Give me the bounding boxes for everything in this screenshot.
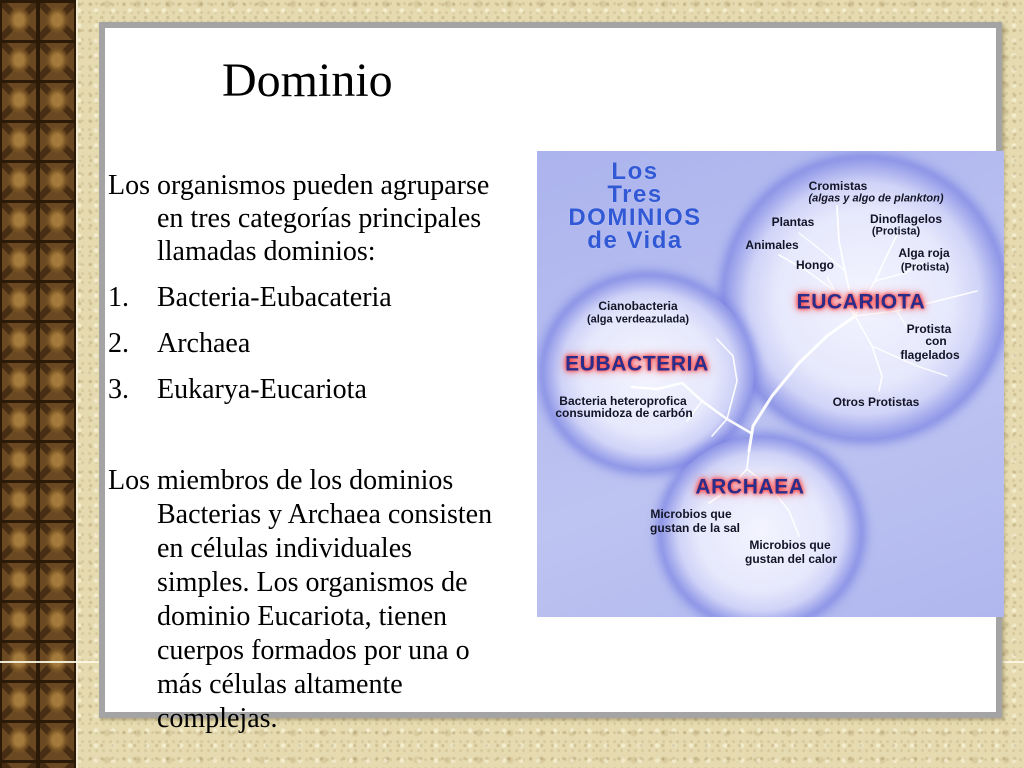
description-line: complejas. xyxy=(157,703,278,734)
trunk-branch-line xyxy=(749,316,855,451)
label-protista-flagelados: flagelados xyxy=(900,348,960,362)
list-number: 1. xyxy=(108,282,129,313)
figure-heading-line: Los xyxy=(611,158,659,185)
eucariota-branch-line xyxy=(855,316,882,391)
description-line: simples. Los organismos de xyxy=(157,567,468,598)
intro-line: Los organismos pueden agruparse xyxy=(108,170,490,201)
label-cromistas: Cromistas xyxy=(808,179,868,193)
domain-name-archaea: ARCHAEA xyxy=(695,475,805,499)
eubacteria-branch-line xyxy=(712,419,727,436)
list-number: 2. xyxy=(108,328,129,359)
label-protista-flagelados: Protista xyxy=(906,322,952,336)
decorative-border-strip xyxy=(0,0,76,768)
label-protista-flagelados: con xyxy=(925,334,947,348)
label-plantas: Plantas xyxy=(771,215,815,229)
list-item xyxy=(108,373,492,406)
description-line: en células individuales xyxy=(157,533,413,564)
label-alga-roja: Alga roja xyxy=(898,246,950,260)
description-line: Los miembros de los dominios xyxy=(108,465,454,496)
description-line: Bacterias y Archaea consisten xyxy=(157,499,493,530)
label-dinoflagelos-note: (Protista) xyxy=(871,225,921,238)
label-microbios-calor: Microbios que xyxy=(749,538,831,552)
border-strip-edge xyxy=(76,0,78,768)
list-item-label: Archaea xyxy=(157,328,251,359)
label-bacteria-heteroprofica: consumidoza de carbón xyxy=(555,406,693,420)
label-microbios-calor: gustan del calor xyxy=(744,552,838,566)
label-hongo: Hongo xyxy=(796,258,834,272)
list-item-label: Eukarya-Eucariota xyxy=(157,374,367,405)
domains-numbered-list xyxy=(108,281,492,406)
intro-line: llamadas dominios: xyxy=(157,236,376,267)
label-cianobacteria: Cianobacteria xyxy=(598,299,678,313)
description-paragraph xyxy=(108,464,492,736)
description-line: dominio Eucariota, tienen xyxy=(157,601,448,632)
label-animales: Animales xyxy=(745,238,799,252)
description-line: cuerpos formados por una o xyxy=(157,635,470,666)
label-otros-protistas: Otros Protistas xyxy=(832,395,920,409)
three-domains-figure xyxy=(537,151,1004,617)
description-line: más células altamente xyxy=(157,669,403,700)
label-dinoflagelos: Dinoflagelos xyxy=(869,212,943,226)
label-bacteria-heteroprofica: Bacteria heteroprofica xyxy=(559,394,687,408)
label-cianobacteria-note: (alga verdeazulada) xyxy=(586,313,690,326)
label-alga-roja-note: (Protista) xyxy=(900,261,950,274)
domain-name-eucariota: EUCARIOTA xyxy=(796,290,926,314)
list-item xyxy=(108,327,492,360)
intro-paragraph xyxy=(108,169,492,268)
eubacteria-branch-line xyxy=(717,339,737,419)
figure-heading-line: Tres xyxy=(607,181,663,208)
figure-heading-line: de Vida xyxy=(587,227,683,254)
domain-name-eubacteria: EUBACTERIA xyxy=(565,352,709,376)
list-item-label: Bacteria-Eubacateria xyxy=(157,282,392,313)
intro-line: en tres categorías principales xyxy=(157,203,482,234)
list-number: 3. xyxy=(108,374,129,405)
label-cromistas-note: (algas y algo de plankton) xyxy=(808,192,944,205)
label-microbios-sal: gustan de la sal xyxy=(649,521,741,535)
slide-body-text xyxy=(108,169,492,736)
list-item xyxy=(108,281,492,314)
label-microbios-sal: Microbios que xyxy=(650,507,732,521)
slide-title: Dominio xyxy=(222,54,393,107)
figure-heading-line: DOMINIOS xyxy=(568,204,702,231)
